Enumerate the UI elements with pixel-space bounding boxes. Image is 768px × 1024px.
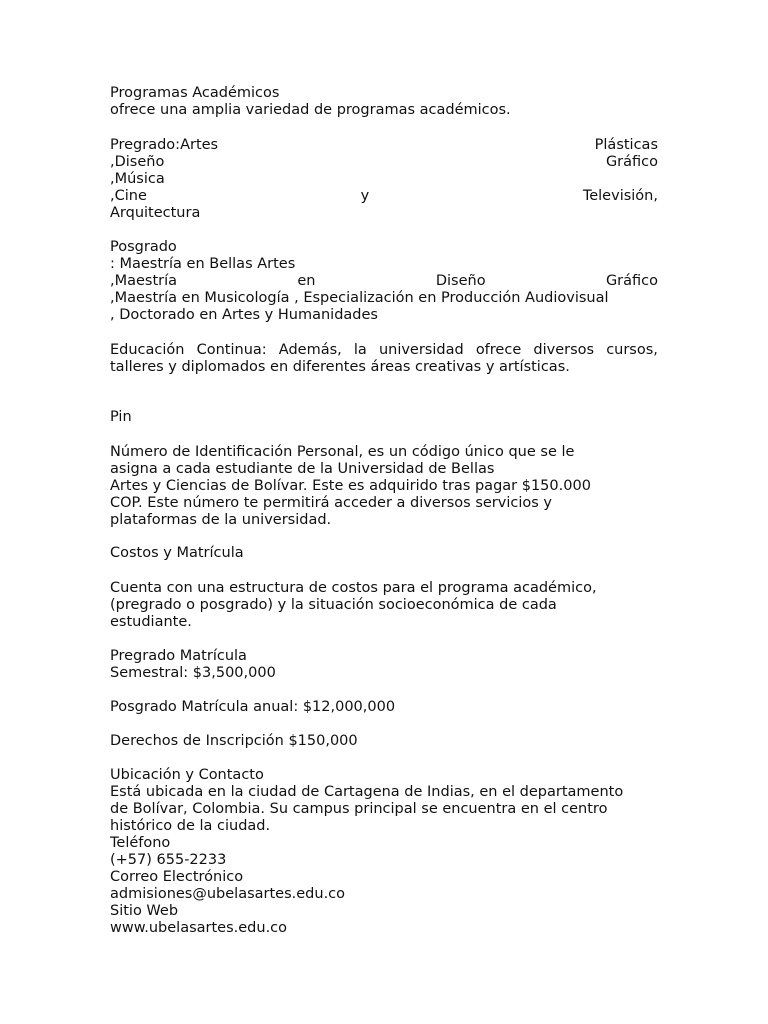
contact-line-1: Está ubicada en la ciudad de Cartagena de Indias, en el departamento	[110, 784, 624, 800]
pregrado-word: y	[360, 188, 370, 204]
word: la	[353, 342, 367, 358]
pregrado-word: Plásticas	[594, 137, 658, 153]
costs-line-2: (pregrado o posgrado) y la situación socioeconómica de cada	[110, 597, 557, 613]
pregrado-word: Gráfico	[605, 154, 658, 170]
pregrado-line-5: Arquitectura	[110, 205, 201, 221]
posgrado-word: ,Maestría	[110, 273, 178, 289]
contact-heading: Ubicación y Contacto	[110, 767, 264, 783]
posgrado-word: Gráfico	[605, 273, 658, 289]
costs-heading: Costos y Matrícula	[110, 545, 244, 561]
pregrado-word: ,Cine	[110, 188, 147, 204]
pin-line-3: Artes y Ciencias de Bolívar. Este es adquirido tras pagar $150.000	[110, 478, 591, 494]
pin-line-1: Número de Identificación Personal, es un código único que se le	[110, 444, 575, 460]
posgrado-line-2: : Maestría en Bellas Artes	[110, 256, 296, 272]
word: cursos,	[606, 342, 658, 358]
phone-value: (+57) 655-2233	[110, 852, 227, 868]
contact-line-3: histórico de la ciudad.	[110, 818, 271, 834]
email-label: Correo Electrónico	[110, 869, 244, 885]
pregrado-line-3: ,Música	[110, 171, 165, 187]
web-value: www.ubelasartes.edu.co	[110, 920, 288, 936]
pregrado-label: Pregrado:Artes	[110, 137, 219, 153]
pregrado-matricula-value: Semestral: $3,500,000	[110, 665, 276, 681]
pregrado-line-1	[110, 137, 658, 154]
costs-line-3: estudiante.	[110, 614, 192, 630]
pregrado-word: Televisión,	[582, 188, 658, 204]
pin-heading: Pin	[110, 409, 132, 425]
phone-label: Teléfono	[110, 835, 171, 851]
word: ofrece	[475, 342, 522, 358]
posgrado-heading: Posgrado	[110, 239, 177, 255]
pin-line-4: COP. Este número te permitirá acceder a diversos servicios y	[110, 495, 552, 511]
pregrado-matricula-label: Pregrado Matrícula	[110, 648, 247, 664]
pregrado-line-4	[110, 188, 658, 205]
pregrado-word: ,Diseño	[110, 154, 165, 170]
pregrado-line-2	[110, 154, 658, 171]
posgrado-line-4: ,Maestría en Musicología , Especialización en Producción Audiovisual	[110, 290, 609, 306]
posgrado-word: en	[297, 273, 316, 289]
posgrado-line-3	[110, 273, 658, 290]
word: diversos	[533, 342, 595, 358]
word: Educación	[110, 342, 185, 358]
email-value: admisiones@ubelasartes.edu.co	[110, 886, 346, 902]
continua-line-2: talleres y diplomados en diferentes áreas creativas y artísticas.	[110, 359, 570, 375]
posgrado-matricula: Posgrado Matrícula anual: $12,000,000	[110, 699, 396, 715]
word: Continua:	[196, 342, 267, 358]
pin-line-5: plataformas de la universidad.	[110, 512, 332, 528]
word: universidad	[378, 342, 464, 358]
programs-heading: Programas Académicos	[110, 85, 280, 101]
web-label: Sitio Web	[110, 903, 179, 919]
inscripcion-cost: Derechos de Inscripción $150,000	[110, 733, 358, 749]
contact-line-2: de Bolívar, Colombia. Su campus principal se encuentra en el centro	[110, 801, 608, 817]
pin-line-2: asigna a cada estudiante de la Universidad de Bellas	[110, 461, 495, 477]
programs-intro: ofrece una amplia variedad de programas académicos.	[110, 102, 511, 118]
word: Además,	[278, 342, 342, 358]
continua-line-1	[110, 342, 658, 359]
posgrado-word: Diseño	[435, 273, 486, 289]
costs-line-1: Cuenta con una estructura de costos para el programa académico,	[110, 580, 597, 596]
posgrado-line-5: , Doctorado en Artes y Humanidades	[110, 307, 378, 323]
